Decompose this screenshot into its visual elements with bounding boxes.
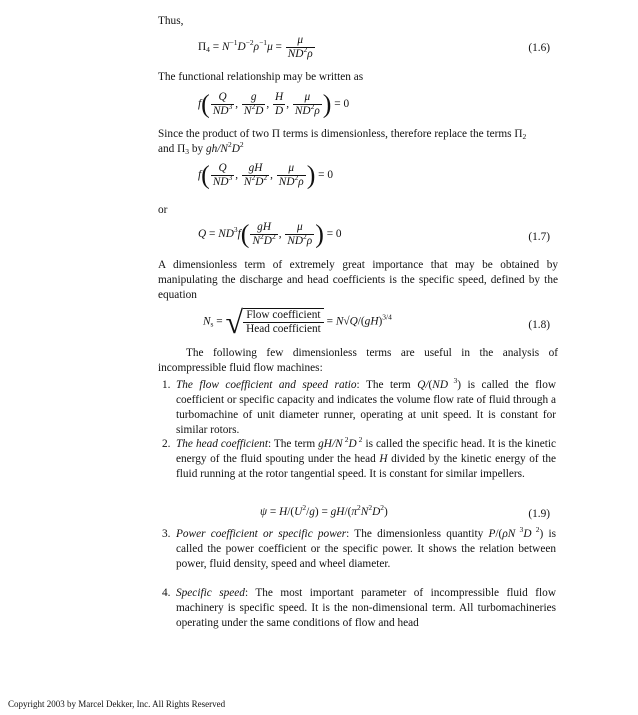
equation-1-6: $\Pi_4 = N^{-1}D^{-2}\rho^{-1}\mu$ = $\frac{\mu}{ND^2\rho}$ [198,34,313,60]
equation-1-9: $\psi = H/(U^2/g) = gH/(\pi^2N^2D^2)$ [260,503,388,518]
equation-1-7: $Q = ND^3f$( $\frac{gH}{N^2D^2}$ , $\frac{\mu}{ND^2\rho}$ ) = 0 [198,219,342,249]
equation-1-8: $N_s$ = √ Flow coefficient Head coefficient = N√Q/(gH)$^{3/4}$ [203,304,392,340]
since-text: Since the product of two Π terms is dimensionless, therefore replace the terms $\Pi_2$ and $\Pi_3$ by $gh/N^2D^2$ [158,128,527,156]
copyright-footer: Copyright 2003 by Marcel Dekker, Inc. All Rights Reserved [8,699,226,709]
dimensionless-paragraph: A dimensionless term of extremely great importance that may be obtained by manipulating the discharge and head coefficients is the specific speed, defined by the equation [158,259,558,301]
functional-equation-2: f( $\frac{Q}{ND^3}$ , $\frac{gH}{N^2D^2}$ , $\frac{\mu}{ND^2\rho}$ ) = 0 [198,160,334,190]
following-paragraph: The following few dimensionless terms are useful in the analysis of incompressible fluid flow machines: [158,347,558,374]
equation-number-1-9: (1.9) [528,508,550,520]
equation-number-1-8: (1.8) [528,319,550,331]
equation-number-1-6: (1.6) [528,42,550,54]
functional-equation-1: f( $\frac{Q}{ND^3}$ , $\frac{g}{N^2D}$ , $\frac{H}{D}$ , $\frac{\mu}{ND^2\rho}$ ) = 0 [198,89,350,119]
list-item-specific-speed: 4. Specific speed: The most important parameter of incompressible fluid flow machinery is specific speed. It is the non-dimensional term. All turbomachineries operating under the same conditions of flow and head [162,587,556,629]
functional-text: The functional relationship may be written as [158,71,364,83]
thus-label: Thus, [158,15,184,27]
or-label: or [158,204,168,216]
equation-number-1-7: (1.7) [528,231,550,243]
list-item-head-coefficient: 2. The head coefficient: The term gH/N $^2$D $^2$ is called the specific head. It is the kinetic energy of the fluid spouting under the head H divided by the kinetic energy of the fluid running at the rotor tangential speed. It is constant for similar impellers. [162,435,556,480]
list-item-power-coefficient: 3. Power coefficient or specific power: The dimensionless quantity P/(ρN $^3$D $^2$) is called the power coefficient or the specific power. It shows the relation between power, fluid density, speed and wheel diameter. [162,525,557,570]
list-item-flow-coefficient: 1. The flow coefficient and speed ratio: The term Q/(ND $^3$) is called the flow coefficient or specific capacity and indicates the volume flow rate of fluid through a turbomachine of unit diameter runner, operating at unit speed. It is constant for similar rotors. [162,376,557,436]
